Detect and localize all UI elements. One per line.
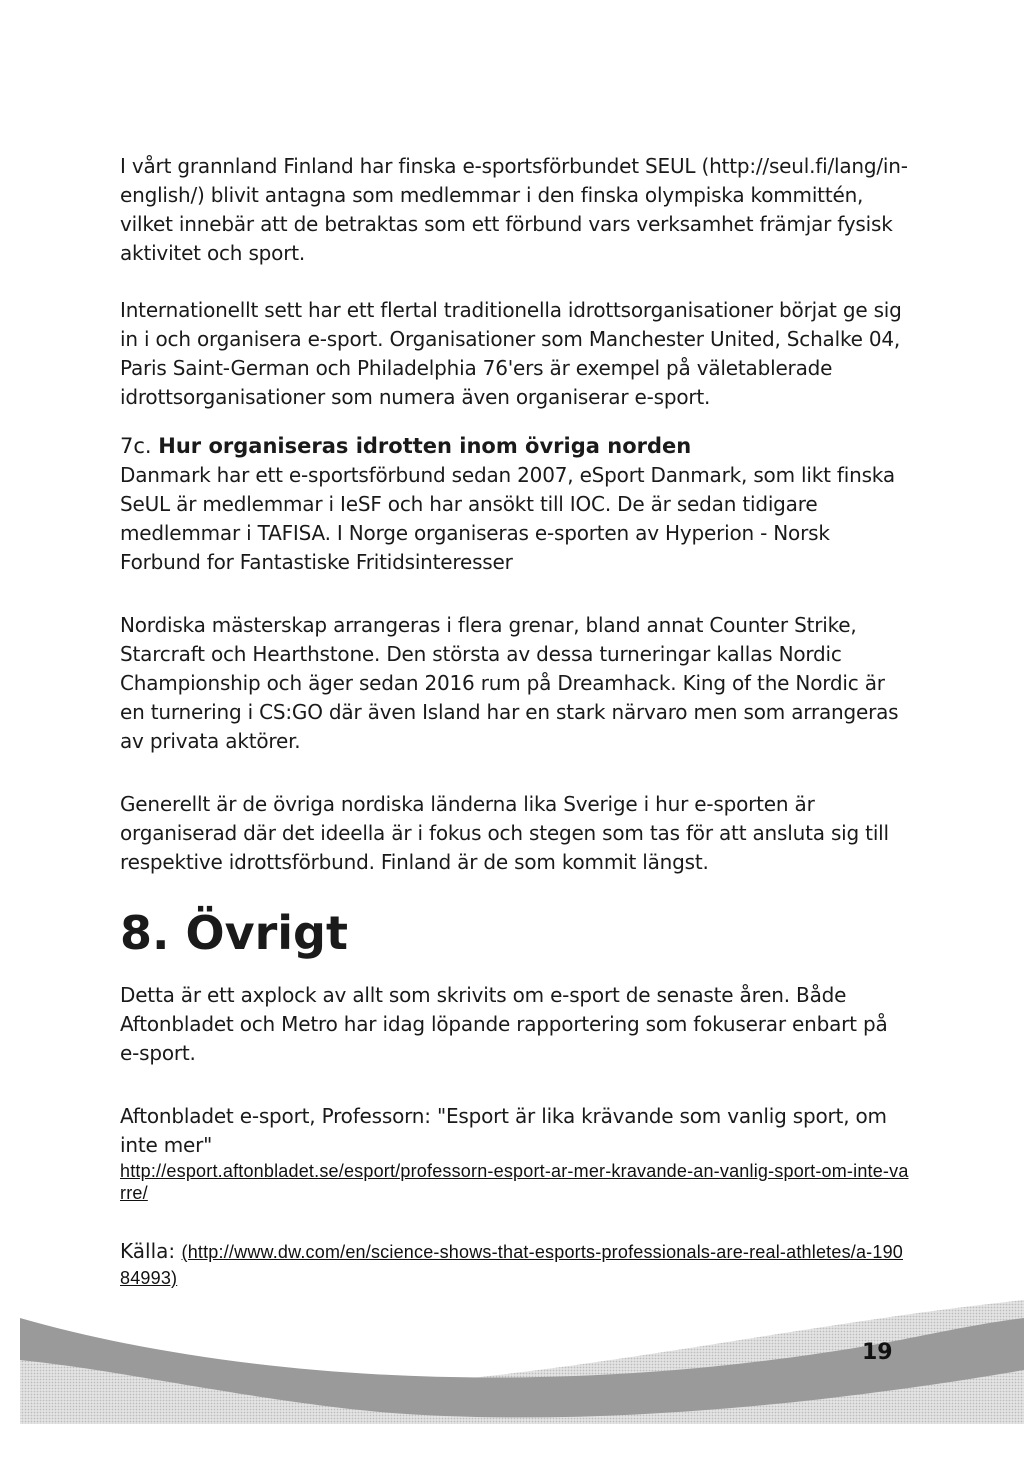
paragraph-overview: Detta är ett axplock av allt som skrivits om e-sport de senaste åren. Både Aftonbladet och Metro har idag löpande rapportering som fokuserar enbart på e-sport. [120,983,888,1065]
page-content [120,152,910,1290]
source-citation [120,1238,910,1290]
footer-wave-decoration [0,1300,1024,1457]
page-number: 19 [862,1340,893,1365]
section-7c-number: 7c. [120,434,152,458]
paragraph-nordic-summary: Generellt är de övriga nordiska länderna lika Sverige i hur e-sporten är organiserad där det ideella är i fokus och stegen som tas för att ansluta sig till respektive idrottsförbund. Finland är de som kommit längst. [120,792,889,874]
section-7c-heading [120,432,910,461]
paragraph-denmark-norway: Danmark har ett e-sportsförbund sedan 2007, eSport Danmark, som likt finska SeUL är medlemmar i IeSF och har ansökt till IOC. De är sedan tidigare medlemmar i TAFISA. I Norge organiseras e-sporten av Hyperion - Norsk Forbund for Fantastiske Fritidsinteresser [120,463,895,574]
section-7c-title: Hur organiseras idrotten inom övriga norden [158,434,692,458]
aftonbladet-link[interactable]: http://esport.aftonbladet.se/esport/professorn-esport-ar-mer-kravande-an-vanlig-sport-om-inte-varre/ [120,1161,909,1203]
paragraph-aftonbladet-article: Aftonbladet e-sport, Professorn: "Esport är lika krävande som vanlig sport, om inte mer" [120,1104,887,1157]
source-label: Källa: [120,1239,176,1263]
paragraph-finland: I vårt grannland Finland har finska e-sportsförbundet SEUL (http://seul.fi/lang/in-english/) blivit antagna som medlemmar i den finska olympiska kommittén, vilket innebär att de betraktas som ett förbund vars verksamhet främjar fysisk aktivitet och sport. [120,154,908,265]
source-link[interactable]: (http://www.dw.com/en/science-shows-that-esports-professionals-are-real-athletes/a-19084993) [120,1242,904,1288]
paragraph-nordic-championships: Nordiska mästerskap arrangeras i flera grenar, bland annat Counter Strike, Starcraft och Hearthstone. Den största av dessa turneringar kallas Nordic Championship och äger sedan 2016 rum på Dreamhack. King of the Nordic är en turnering i CS:GO där även Island har en stark närvaro men som arrangeras av privata aktörer. [120,613,899,753]
section-8-heading: 8. Övrigt [120,906,348,960]
paragraph-international: Internationellt sett har ett flertal traditionella idrottsorganisationer börjat ge sig in i och organisera e-sport. Organisationer som Manchester United, Schalke 04, Paris Saint-German och Philadelphia 76'ers är exempel på väletablerade idrottsorganisationer som numera även organiserar e-sport. [120,298,902,409]
